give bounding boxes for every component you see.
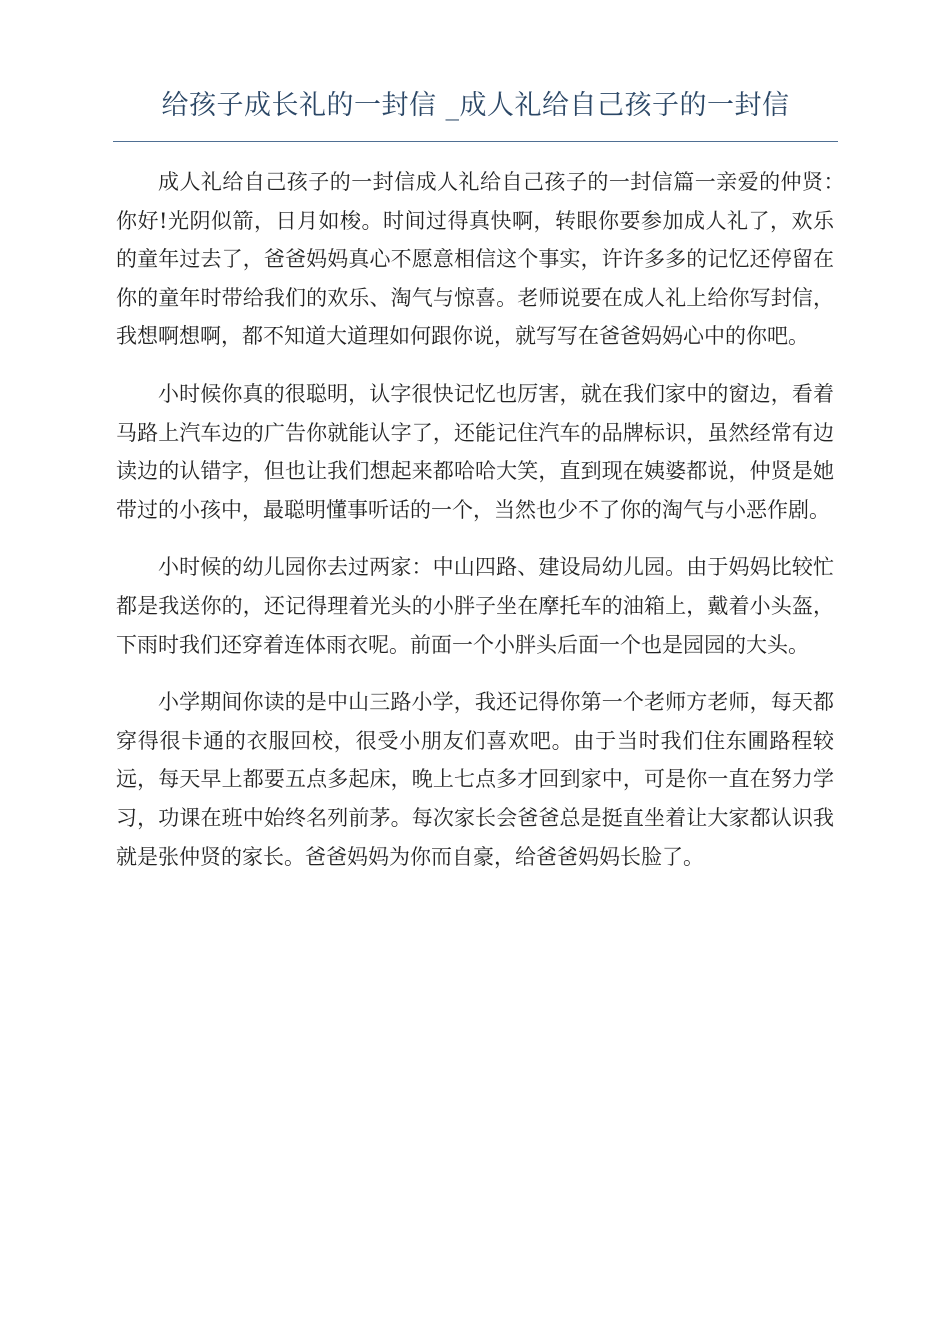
title-divider <box>113 141 838 142</box>
paragraph-2: 小时候你真的很聪明，认字很快记忆也厉害，就在我们家中的窗边，看着马路上汽车边的广告你就能认字了，还能记住汽车的品牌标识，虽然经常有边读边的认错字，但也让我们想起来都哈哈大笑，直到现在姨婆都说，仲贤是她带过的小孩中，最聪明懂事听话的一个，当然也少不了你的淘气与小恶作剧。 <box>116 381 834 522</box>
document-title: 给孩子成长礼的一封信 _成人礼给自己孩子的一封信 <box>161 90 790 121</box>
document-body <box>116 163 862 895</box>
paragraph-3: 小时候的幼儿园你去过两家：中山四路、建设局幼儿园。由于妈妈比较忙都是我送你的，还记得理着光头的小胖子坐在摩托车的油箱上，戴着小头盔，下雨时我们还穿着连体雨衣呢。前面一个小胖头后面一个也是园园的大头。 <box>116 555 834 657</box>
paragraph-4: 小学期间你读的是中山三路小学，我还记得你第一个老师方老师，每天都穿得很卡通的衣服回校，很受小朋友们喜欢吧。由于当时我们住东圃路程较远，每天早上都要五点多起床，晚上七点多才回到家中，可是你一直在努力学习，功课在班中始终名列前茅。每次家长会爸爸总是挺直坐着让大家都认识我就是张仲贤的家长。爸爸妈妈为你而自豪，给爸爸妈妈长脸了。 <box>116 690 834 869</box>
paragraph-1: 成人礼给自己孩子的一封信成人礼给自己孩子的一封信篇一亲爱的仲贤： 你好!光阴似箭，日月如梭。时间过得真快啊，转眼你要参加成人礼了，欢乐的童年过去了，爸爸妈妈真心不愿意相信这个事实，许许多多的记忆还停留在你的童年时带给我们的欢乐、淘气与惊喜。老师说要在成人礼上给你写封信，我想啊想啊，都不知道大道理如何跟你说，就写写在爸爸妈妈心中的你吧。 <box>116 170 862 349</box>
